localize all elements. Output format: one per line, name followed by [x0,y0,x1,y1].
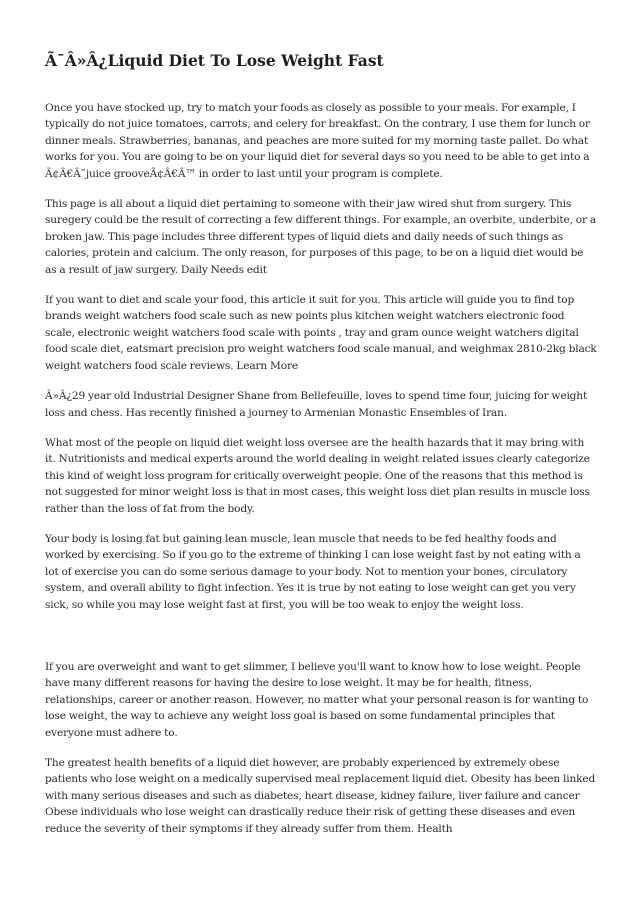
paragraph-juicing-meals: Once you have stocked up, try to match your foods as closely as possible to your meals. For example, I typically do not juice tomatoes, carrots, and celery for breakfast. On the contrary, I use them for lunch or dinner meals. Strawberries, bananas, and peaches are more suited for my morning taste pallet. Do what works for you. You are going to be on your liquid diet for several days so you need to be able to get into a Ã¢Â€Â˜juice grooveÃ¢Â€Â™ in order to last until your program is complete. [45,102,590,180]
paragraph-author-bio: Â»Â¿29 year old Industrial Designer Shane from Bellefeuille, loves to spend time four, juicing for weight loss and chess. Has recently finished a journey to Armenian Monastic Ensembles of Iran. [45,390,588,419]
paragraph-food-scale: If you want to diet and scale your food, this article it suit for you. This article will guide you to find top brands weight watchers food scale such as new points plus kitchen weight watchers electronic food scale, electronic weight watchers food scale with points , tray and gram ounce weight watchers digital food scale diet, eatsmart precision pro weight watchers food scale manual, and weighmax 2810-2kg black weight watchers food scale reviews. Learn More [45,294,597,372]
paragraph-health-benefits: The greatest health benefits of a liquid diet however, are probably experienced by extremely obese patients who lose weight on a medically supervised meal replacement liquid diet. Obesity has been linked with many serious diseases and such as diabetes, heart disease, kidney failure, liver failure and cancer Obese individuals who lose weight can drastically reduce their risk of getting these diseases and even reduce the severity of their symptoms if they already suffer from them. Health [45,757,596,835]
paragraph-overweight: If you are overweight and want to get slimmer, I believe you'll want to know how to lose weight. People have many different reasons for having the desire to lose weight. It may be for health, fitness, relationships, career or another reason. However, no matter what your personal reason is for wanting to lose weight, the way to achieve any weight loss goal is based on some fundamental principles that everyone must adhere to. [45,660,589,739]
paragraph-health-hazards: What most of the people on liquid diet weight loss oversee are the health hazards that it may bring with it. Nutritionists and medical experts around the world dealing in weight related issues clearly categorize this kind of weight loss program for critically overweight people. One of the reasons that this method is not suggested for minor weight loss is that in most cases, this weight loss diet plan results in muscle loss rather than the loss of fat from the body. [45,436,590,515]
document-page [45,50,597,851]
paragraph-lean-muscle: Your body is losing fat but gaining lean muscle, lean muscle that needs to be fed healthy foods and worked by exercising. So if you go to the extreme of thinking I can lose weight fast by not eating with a lot of exercise you can do some serious damage to your body. Not to mention your bones, circulatory system, and overall ability to fight infection. Yes it is true by not eating to lose weight can get you very sick, so while you may lose weight fast at first, you will be too weak to enjoy the weight loss. [45,532,581,611]
document-title: Ã¯Â»Â¿Liquid Diet To Lose Weight Fast [45,51,384,70]
paragraph-jaw-surgery: This page is all about a liquid diet pertaining to someone with their jaw wired shut from surgery. This suregery could be the result of correcting a few different things. For example, an overbite, underbite, or a broken jaw. This page includes three different types of liquid diets and daily needs of such things as calories, protein and calcium. The only reason, for purposes of this page, to be on a liquid diet would be as a result of jaw surgery. Daily Needs edit [45,198,597,276]
